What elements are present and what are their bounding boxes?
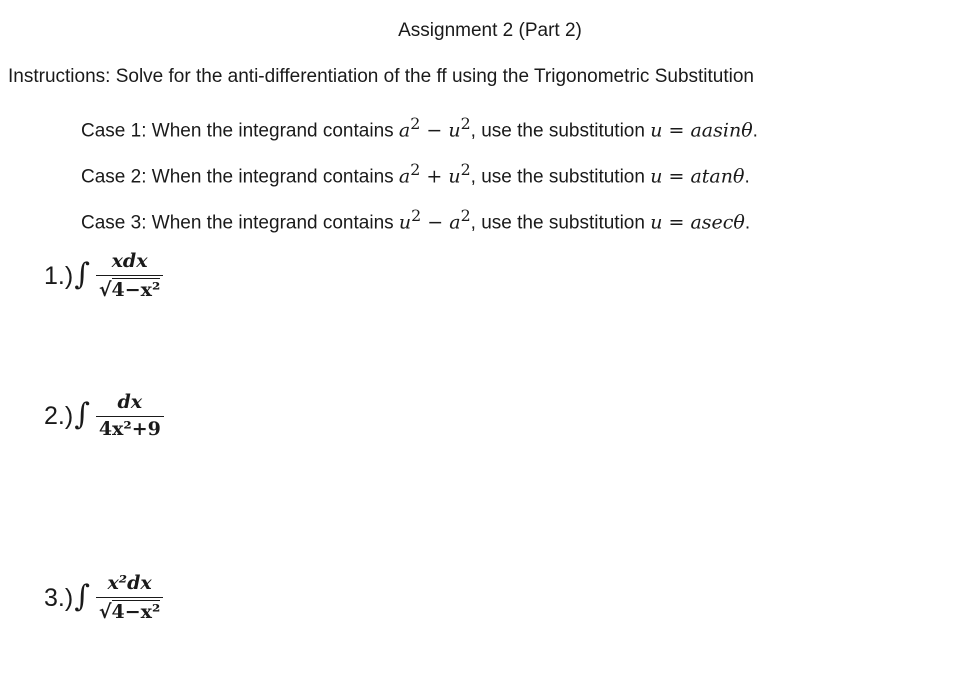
case-sub-expr: atanθ: [690, 165, 745, 188]
numerator: xdx: [111, 249, 148, 272]
case-2: [81, 160, 750, 188]
case-label: Case 3: When the integrand contains: [81, 212, 399, 234]
case-mid-text: , use the substitution: [470, 120, 651, 142]
problem-number: 3.): [44, 583, 74, 612]
case-1: [81, 114, 758, 142]
numerator: dx: [117, 390, 143, 413]
case-term-b: u: [448, 119, 461, 142]
fraction: [96, 392, 164, 441]
case-operator: +: [420, 165, 449, 188]
case-mid-text: , use the substitution: [470, 212, 651, 234]
page-title: Assignment 2 (Part 2): [398, 20, 582, 41]
case-sub-expr: aasinθ: [690, 119, 753, 142]
radicand: 4−x²: [111, 600, 161, 623]
case-mid-text: , use the substitution: [470, 166, 651, 188]
case-term-b: u: [448, 165, 461, 188]
case-sub-var: u: [650, 119, 663, 142]
case-term-b: a: [449, 211, 461, 234]
problem-3: [44, 558, 163, 638]
case-exponent-a: 2: [411, 206, 422, 225]
case-sub-var: u: [650, 165, 663, 188]
case-term-a: a: [398, 119, 411, 142]
case-operator: −: [420, 119, 449, 142]
case-term-a: u: [398, 211, 412, 234]
case-exponent-b: 2: [460, 114, 471, 133]
case-label: Case 1: When the integrand contains: [81, 120, 399, 142]
problem-2: [44, 376, 164, 456]
integral-sign: ∫: [74, 579, 90, 614]
fraction: [96, 573, 163, 624]
case-equals: =: [662, 211, 691, 234]
case-equals: =: [662, 119, 691, 142]
case-sub-expr: asecθ: [690, 211, 745, 234]
instructions-text: Instructions: Solve for the anti-differentiation of the ff using the Trigonometric Substitution: [8, 66, 754, 87]
case-end: .: [744, 166, 750, 188]
case-sub-var: u: [650, 211, 663, 234]
case-exponent-b: 2: [460, 206, 471, 225]
problem-number: 2.): [44, 401, 74, 430]
case-operator: −: [421, 211, 450, 234]
case-end: .: [744, 212, 751, 234]
case-3: [81, 206, 750, 234]
radical-icon: √: [98, 600, 112, 623]
case-equals: =: [662, 165, 691, 188]
numerator: x²dx: [107, 571, 152, 594]
radical-icon: √: [98, 278, 112, 301]
integral-sign: ∫: [74, 257, 90, 292]
denominator: [96, 276, 163, 302]
problem-number: 1.): [44, 261, 74, 290]
case-exponent-a: 2: [410, 160, 421, 179]
denominator: 4x²+9: [98, 417, 161, 440]
integral-sign: ∫: [74, 397, 90, 432]
case-exponent-a: 2: [410, 114, 421, 133]
case-exponent-b: 2: [460, 160, 471, 179]
case-term-a: a: [398, 165, 411, 188]
denominator: [96, 598, 163, 624]
problem-1: [44, 236, 163, 316]
case-end: .: [752, 120, 758, 142]
case-label: Case 2: When the integrand contains: [81, 166, 399, 188]
radicand: 4−x²: [111, 278, 161, 301]
fraction: [96, 251, 163, 302]
